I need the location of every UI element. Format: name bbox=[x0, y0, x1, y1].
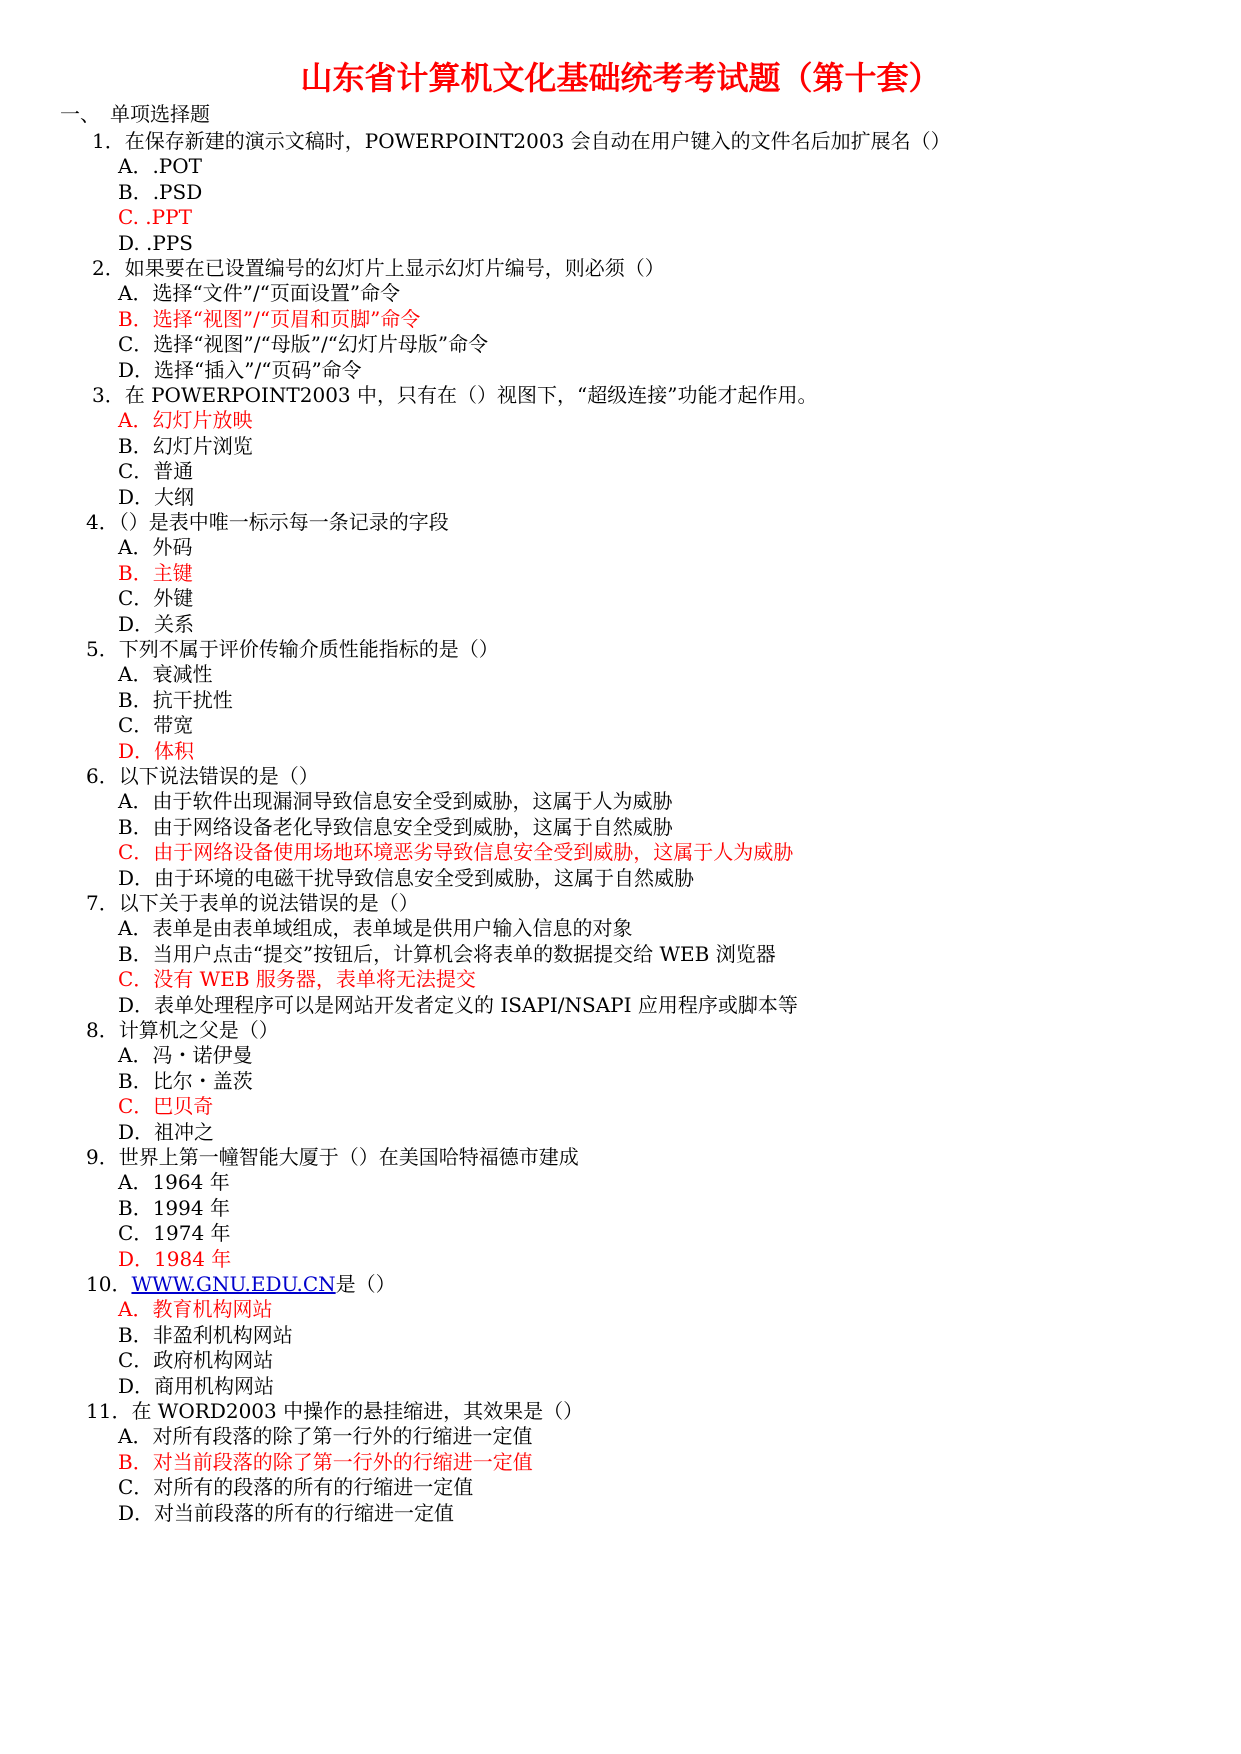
answer-option: D．选择“插入”/“页码”命令 bbox=[118, 357, 362, 382]
answer-option: C．对所有的段落的所有的行缩进一定值 bbox=[118, 1475, 474, 1500]
answer-option: B．比尔・盖茨 bbox=[118, 1068, 253, 1093]
answer-option: D．由于环境的电磁干扰导致信息安全受到威胁，这属于自然威胁 bbox=[118, 865, 695, 890]
question-stem bbox=[86, 1271, 396, 1297]
answer-option-correct: A．幻灯片放映 bbox=[118, 408, 253, 433]
answer-option: B．非盈利机构网站 bbox=[118, 1322, 293, 1347]
question-number: 8． bbox=[86, 1018, 119, 1042]
answer-option: D．大纲 bbox=[118, 484, 195, 509]
question-stem bbox=[92, 255, 665, 281]
answer-option: A．冯・诺伊曼 bbox=[118, 1043, 253, 1068]
answer-option: D．关系 bbox=[118, 611, 195, 636]
answer-option: D．商用机构网站 bbox=[118, 1373, 275, 1398]
question-text: 在 WORD2003 中操作的悬挂缩进，其效果是（） bbox=[131, 1399, 584, 1423]
url-link[interactable]: WWW.GNU.EDU.CN bbox=[131, 1272, 336, 1296]
question-text: 以下关于表单的说法错误的是（） bbox=[118, 891, 419, 915]
answer-option-correct: A．教育机构网站 bbox=[118, 1297, 273, 1322]
answer-option: C．外键 bbox=[118, 586, 194, 611]
answer-option: B．当用户点击“提交”按钮后，计算机会将表单的数据提交给 WEB 浏览器 bbox=[118, 941, 776, 966]
answer-option: A．由于软件出现漏洞导致信息安全受到威胁，这属于人为威胁 bbox=[118, 789, 673, 814]
question-number: 1． bbox=[92, 129, 125, 153]
question-stem bbox=[86, 636, 499, 662]
answer-option-correct: C．没有 WEB 服务器，表单将无法提交 bbox=[118, 967, 476, 992]
answer-option: A．选择“文件”/“页面设置”命令 bbox=[118, 281, 401, 306]
answer-option: C．选择“视图”/“母版”/“幻灯片母版”命令 bbox=[118, 332, 489, 357]
answer-option: B．抗干扰性 bbox=[118, 687, 233, 712]
question-stem bbox=[86, 509, 449, 535]
question-stem bbox=[92, 128, 951, 154]
question-text: 世界上第一幢智能大厦于（）在美国哈特福德市建成 bbox=[118, 1145, 579, 1169]
answer-option-correct: B．对当前段落的除了第一行外的行缩进一定值 bbox=[118, 1449, 533, 1474]
question-number: 3． bbox=[92, 383, 125, 407]
question-text: 下列不属于评价传输介质性能指标的是（） bbox=[118, 637, 499, 661]
question-stem bbox=[86, 763, 319, 789]
answer-option-correct: B．选择“视图”/“页眉和页脚”命令 bbox=[118, 306, 421, 331]
page-title: 山东省计算机文化基础统考考试题（第十套） bbox=[300, 59, 941, 97]
question-number: 7． bbox=[86, 891, 119, 915]
answer-option: C．带宽 bbox=[118, 713, 194, 738]
question-stem bbox=[86, 1398, 583, 1424]
question-text: 在保存新建的演示文稿时，POWERPOINT2003 会自动在用户键入的文件名后加扩展名（） bbox=[124, 129, 951, 153]
question-number: 10． bbox=[86, 1272, 132, 1296]
question-stem bbox=[86, 1144, 579, 1170]
question-text: 如果要在已设置编号的幻灯片上显示幻灯片编号，则必须（） bbox=[124, 256, 665, 280]
answer-option: C．普通 bbox=[118, 459, 194, 484]
answer-option: D．对当前段落的所有的行缩进一定值 bbox=[118, 1500, 455, 1525]
answer-option: A．衰减性 bbox=[118, 662, 213, 687]
question-stem bbox=[92, 382, 817, 408]
answer-option: A．.POT bbox=[118, 154, 202, 179]
question-text: 计算机之父是（） bbox=[118, 1018, 279, 1042]
question-stem bbox=[86, 1017, 279, 1043]
answer-option: C．1974 年 bbox=[118, 1221, 231, 1246]
answer-option: B．1994 年 bbox=[118, 1195, 230, 1220]
question-number: 9． bbox=[86, 1145, 119, 1169]
answer-option: B．.PSD bbox=[118, 179, 203, 204]
section-heading: 一、 单项选择题 bbox=[60, 102, 210, 126]
question-text: 以下说法错误的是（） bbox=[118, 764, 319, 788]
question-text: （）是表中唯一标示每一条记录的字段 bbox=[118, 510, 449, 534]
question-number: 4． bbox=[86, 510, 119, 534]
question-number: 11． bbox=[86, 1399, 132, 1423]
answer-option-correct: B．主键 bbox=[118, 560, 193, 585]
question-stem bbox=[86, 890, 419, 916]
answer-option: A．外码 bbox=[118, 535, 193, 560]
answer-option: D．祖冲之 bbox=[118, 1119, 215, 1144]
answer-option: C．政府机构网站 bbox=[118, 1348, 274, 1373]
question-text: 是（） bbox=[335, 1272, 396, 1296]
answer-option-correct: C．巴贝奇 bbox=[118, 1094, 214, 1119]
answer-option: A．1964 年 bbox=[118, 1170, 230, 1195]
answer-option: B．幻灯片浏览 bbox=[118, 433, 253, 458]
answer-option: B．由于网络设备老化导致信息安全受到威胁，这属于自然威胁 bbox=[118, 814, 673, 839]
question-text: 在 POWERPOINT2003 中，只有在（）视图下，“超级连接”功能才起作用。 bbox=[124, 383, 818, 407]
answer-option: D．表单处理程序可以是网站开发者定义的 ISAPI/NSAPI 应用程序或脚本等 bbox=[118, 992, 798, 1017]
answer-option: A．表单是由表单域组成，表单域是供用户输入信息的对象 bbox=[118, 916, 633, 941]
answer-option: A．对所有段落的除了第一行外的行缩进一定值 bbox=[118, 1424, 533, 1449]
answer-option-correct: D．1984 年 bbox=[118, 1246, 232, 1271]
question-number: 2． bbox=[92, 256, 125, 280]
answer-option: D. .PPS bbox=[118, 230, 194, 255]
answer-option-correct: C．由于网络设备使用场地环境恶劣导致信息安全受到威胁，这属于人为威胁 bbox=[118, 840, 794, 865]
question-number: 6． bbox=[86, 764, 119, 788]
question-number: 5． bbox=[86, 637, 119, 661]
answer-option-correct: C. .PPT bbox=[118, 205, 192, 230]
answer-option-correct: D．体积 bbox=[118, 738, 195, 763]
